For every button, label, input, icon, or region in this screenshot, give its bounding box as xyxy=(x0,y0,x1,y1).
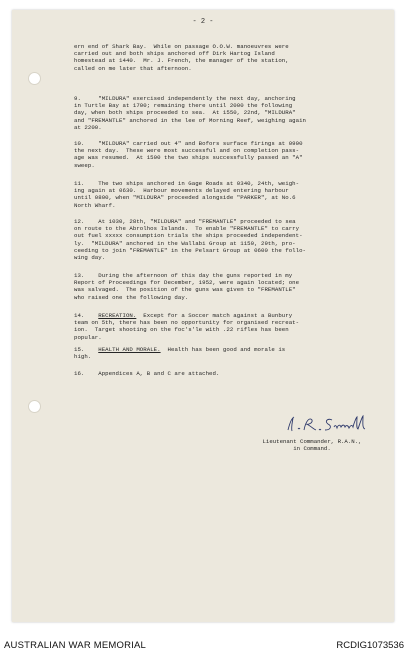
paragraph-body: Except for a Soccer match against a Bunbury team on 5th, there has been no opportunity for organised recreat- ion. Target shooting on the foc's'le with .22 rifles has been popular. xyxy=(74,312,300,341)
archive-name: AUSTRALIAN WAR MEMORIAL xyxy=(4,640,147,651)
paragraph-8-continued: ern end of Shark Bay. While on passage O.O.W. manoeuvres were carried out and both ships anchored off Dirk Hartog Island homestead at 1440. Mr. J. French, the manager of the station, called on me later that afternoon. xyxy=(74,43,289,72)
paragraph-13: 13. During the afternoon of this day the guns reported in my Report of Proceedings for December, 1952, were again located; one was salvaged. The position of the guns was given to "FREMANTLE" who raised one the following day. xyxy=(74,272,300,301)
paragraph-16: 16. Appendices A, B and C are attached. xyxy=(74,370,220,377)
signature-block xyxy=(242,438,382,453)
signatory-rank: Lieutenant Commander, R.A.N., xyxy=(262,438,362,445)
paragraph-14 xyxy=(74,312,380,341)
paragraph-12: 12. At 1030, 28th, "MILDURA" and "FREMANTLE" proceeded to sea on route to the Abrolhos Islands. To enable "FREMANTLE" to carry out fuel xxxxx consumption trials the ships proceeded independent- ly. "MILDURA" anchored in the Wallabi Group at 1150, 29th, pro- ceeding to join "FREMANTLE" in the Pelsart Group at 0600 the follo- wing day. xyxy=(74,218,307,262)
archive-reference-id: RCDIG1073536 xyxy=(336,640,404,651)
handwritten-signature xyxy=(282,412,378,436)
page-number: - 2 - xyxy=(192,18,214,26)
paragraph-number: 15. xyxy=(74,346,85,353)
paragraph-number: 14. xyxy=(74,312,85,319)
paragraph-body: Health has been good and morale is high. xyxy=(74,346,286,361)
section-heading-recreation: RECREATION. xyxy=(98,312,137,319)
paragraph-10: 10. "MILDURA" carried out 4" and Bofors surface firings at 0900 the next day. These were most successful and on completion pass- age was resumed. At 1500 the two ships successfully passed an "A" sweep. xyxy=(74,140,303,169)
punch-hole xyxy=(28,400,41,413)
paragraph-15 xyxy=(74,346,380,360)
section-heading-health-and-morale: HEALTH AND MORALE. xyxy=(98,346,161,353)
document-page xyxy=(12,10,394,622)
archive-footer xyxy=(0,636,408,654)
paragraph-11: 11. The two ships anchored in Gage Roads at 0340, 24th, weigh- ing again at 0630. Harbour movements delayed entering harbour until 0800, when "MILDURA" proceeded alongside "PARKER", at No.6 North Wharf. xyxy=(74,180,300,209)
signatory-role: in Command. xyxy=(293,445,331,453)
punch-hole xyxy=(28,72,41,85)
paragraph-9: 9. "MILDURA" exercised independently the next day, anchoring in Turtle Bay at 1700; remaining there until 2000 the following day, when both ships proceeded to sea. At 1550, 22nd, "MILDURA" and "FREMANTLE" anchored in the lee of Morning Reef, weighing again at 2200. xyxy=(74,95,307,131)
